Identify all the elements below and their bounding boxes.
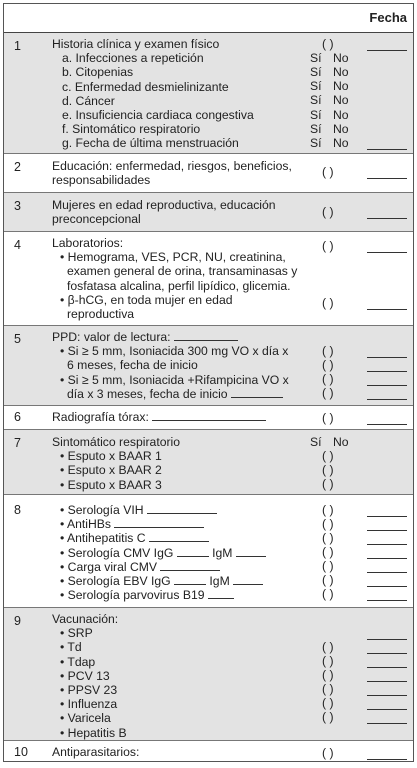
- date-blank[interactable]: [367, 309, 407, 310]
- checkbox-parens[interactable]: ( ): [322, 344, 334, 358]
- checkbox-parens[interactable]: ( ): [322, 668, 334, 682]
- list-item: a. Infecciones a repetición: [62, 51, 204, 66]
- row-number: 9: [14, 614, 21, 628]
- date-blank[interactable]: [367, 50, 407, 51]
- date-blank[interactable]: [367, 709, 407, 710]
- date-blank[interactable]: [367, 572, 407, 573]
- fecha-column-header: Fecha: [369, 10, 407, 25]
- row-number: 1: [14, 39, 21, 53]
- row-text: Radiografía tórax:: [52, 410, 149, 424]
- row-7: [4, 430, 413, 495]
- si-option[interactable]: Sí: [310, 435, 322, 449]
- ppd-label: PPD: valor de lectura:: [52, 330, 171, 344]
- checkbox-parens[interactable]: ( ): [322, 205, 334, 219]
- checkbox-parens[interactable]: ( ): [322, 682, 334, 696]
- list-item: • Hemograma, VES, PCR, NU, creatinina,: [60, 250, 286, 265]
- date-blank[interactable]: [367, 516, 407, 517]
- row-text: 6 meses, fecha de inicio: [67, 358, 198, 373]
- checkbox-parens[interactable]: ( ): [322, 449, 334, 463]
- checkbox-parens[interactable]: ( ): [322, 386, 334, 400]
- list-item: • Serología EBV IgG: [60, 573, 171, 588]
- no-option[interactable]: No: [333, 136, 349, 150]
- list-item: • Si ≥ 5 mm, Isoniacida +Rifampicina VO x: [60, 372, 289, 387]
- si-option[interactable]: Sí: [310, 51, 322, 65]
- list-item: • PPSV 23: [60, 682, 118, 697]
- list-item: e. Insuficiencia cardiaca congestiva: [62, 107, 254, 122]
- row-title: Historia clínica y examen físico: [52, 37, 220, 51]
- list-item: • Serología CMV IgG: [60, 545, 174, 560]
- date-blank[interactable]: [367, 149, 407, 150]
- row-9: [4, 608, 413, 741]
- date-blank[interactable]: [367, 586, 407, 587]
- checkbox-parens[interactable]: ( ): [322, 411, 334, 425]
- checkbox-parens[interactable]: ( ): [322, 559, 334, 573]
- si-option[interactable]: Sí: [310, 136, 322, 150]
- checkbox-parens[interactable]: ( ): [322, 531, 334, 545]
- no-option[interactable]: No: [333, 79, 349, 93]
- date-blank[interactable]: [367, 681, 407, 682]
- list-item: • SRP: [60, 626, 93, 641]
- row-3: [4, 193, 413, 232]
- row-title: Vacunación:: [52, 612, 119, 626]
- no-option[interactable]: No: [333, 65, 349, 79]
- row-text: fosfatasa alcalina, perfil lipídico, glicemia.: [67, 278, 291, 293]
- date-blank[interactable]: [367, 639, 407, 640]
- date-blank[interactable]: [367, 544, 407, 545]
- list-item: • Si ≥ 5 mm, Isoniacida 300 mg VO x día x: [60, 344, 289, 359]
- no-option[interactable]: No: [333, 93, 349, 107]
- row-number: 6: [14, 410, 21, 424]
- list-item: • Serología parvovirus B19: [60, 588, 205, 603]
- row-text: examen general de orina, transaminasas y: [67, 264, 298, 279]
- row-8: [4, 495, 413, 608]
- date-blank[interactable]: [367, 357, 407, 358]
- igm-blank[interactable]: [233, 574, 263, 585]
- checkbox-parens[interactable]: ( ): [322, 746, 334, 760]
- list-item: • Esputo x BAAR 1: [60, 449, 162, 464]
- checklist-table: [3, 3, 414, 762]
- list-item: • Varicela: [60, 711, 111, 726]
- row-text: responsabilidades: [52, 173, 151, 188]
- date-blank[interactable]: [367, 252, 407, 253]
- checkbox-parens[interactable]: ( ): [322, 165, 334, 179]
- checkbox-parens[interactable]: ( ): [322, 37, 334, 51]
- si-option[interactable]: Sí: [310, 79, 322, 93]
- igm-label: IgM: [212, 545, 233, 560]
- list-item: • Antihepatitis C: [60, 531, 146, 546]
- date-blank[interactable]: [367, 653, 407, 654]
- checkbox-parens[interactable]: ( ): [322, 463, 334, 477]
- si-option[interactable]: Sí: [310, 122, 322, 136]
- row-number: 7: [14, 436, 21, 450]
- row-title: Sintomático respiratorio: [52, 435, 181, 449]
- igm-blank[interactable]: [236, 546, 266, 557]
- checkbox-parens[interactable]: ( ): [322, 587, 334, 601]
- checkbox-parens[interactable]: ( ): [322, 517, 334, 531]
- list-item: • Esputo x BAAR 2: [60, 463, 162, 478]
- date-blank[interactable]: [367, 371, 407, 372]
- checkbox-parens[interactable]: ( ): [322, 573, 334, 587]
- list-item: • Td: [60, 640, 82, 655]
- list-item: • Hepatitis B: [60, 725, 127, 740]
- value-blank[interactable]: [149, 531, 209, 542]
- checkbox-parens[interactable]: ( ): [322, 372, 334, 386]
- igg-blank[interactable]: [174, 574, 206, 585]
- row-text: día x 3 meses, fecha de inicio: [67, 386, 228, 401]
- si-option[interactable]: Sí: [310, 65, 322, 79]
- row-number: 2: [14, 160, 21, 174]
- no-option[interactable]: No: [333, 51, 349, 65]
- row-text: Antiparasitarios:: [52, 745, 140, 759]
- row-6: [4, 406, 413, 430]
- row-text: Educación: enfermedad, riesgos, beneficios,: [52, 159, 292, 173]
- list-item: b. Citopenias: [62, 65, 134, 80]
- row-2: [4, 154, 413, 193]
- checkbox-parens[interactable]: ( ): [322, 640, 334, 654]
- no-option[interactable]: No: [333, 435, 349, 449]
- row-text: Mujeres en edad reproductiva, educación: [52, 198, 276, 212]
- row-text: Laboratorios:: [52, 236, 124, 250]
- date-blank[interactable]: [367, 667, 407, 668]
- value-blank[interactable]: [208, 588, 234, 599]
- date-blank[interactable]: [367, 759, 407, 760]
- row-number: 5: [14, 332, 21, 346]
- row-number: 10: [14, 745, 28, 759]
- si-option[interactable]: Sí: [310, 93, 322, 107]
- checkbox-parens[interactable]: ( ): [322, 358, 334, 372]
- list-item: • PCV 13: [60, 668, 110, 683]
- date-blank[interactable]: [367, 178, 407, 179]
- date-blank[interactable]: [367, 558, 407, 559]
- row-10: [4, 741, 413, 765]
- list-item: • Serología VIH: [60, 503, 144, 517]
- radiografia-blank[interactable]: [152, 410, 266, 421]
- date-blank[interactable]: [367, 385, 407, 386]
- list-item: • AntiHBs: [60, 517, 112, 532]
- date-blank[interactable]: [367, 600, 407, 601]
- list-item: • Tdap: [60, 654, 96, 669]
- igm-label: IgM: [209, 573, 230, 588]
- no-option[interactable]: No: [333, 122, 349, 136]
- row-1: [4, 33, 413, 154]
- si-option[interactable]: Sí: [310, 108, 322, 122]
- checkbox-parens[interactable]: ( ): [322, 477, 334, 491]
- no-option[interactable]: No: [333, 108, 349, 122]
- value-blank[interactable]: [160, 560, 220, 571]
- date-blank[interactable]: [367, 530, 407, 531]
- list-item: • Influenza: [60, 697, 118, 712]
- checkbox-parens[interactable]: ( ): [322, 239, 334, 253]
- checkbox-parens[interactable]: ( ): [322, 296, 334, 310]
- row-number: 8: [14, 503, 21, 517]
- row-number: 3: [14, 199, 21, 213]
- list-item: • β-hCG, en toda mujer en edad: [60, 292, 233, 307]
- row-text: reproductiva: [67, 306, 135, 321]
- date-blank[interactable]: [367, 723, 407, 724]
- row-number: 4: [14, 238, 21, 252]
- list-item: f. Sintomático respiratorio: [62, 122, 201, 137]
- list-item: g. Fecha de última menstruación: [62, 136, 239, 151]
- value-blank[interactable]: [114, 517, 204, 528]
- date-blank[interactable]: [367, 399, 407, 400]
- row-5: [4, 326, 413, 406]
- checkbox-parens[interactable]: ( ): [322, 545, 334, 559]
- list-item: • Esputo x BAAR 3: [60, 477, 162, 492]
- date-start-blank[interactable]: [231, 387, 283, 398]
- value-blank[interactable]: [147, 503, 217, 514]
- date-blank[interactable]: [367, 424, 407, 425]
- igg-blank[interactable]: [177, 546, 209, 557]
- row-text: preconcepcional: [52, 212, 141, 227]
- list-item: • Carga viral CMV: [60, 559, 158, 574]
- row-4: [4, 232, 413, 326]
- list-item: c. Enfermedad desmielinizante: [62, 79, 229, 94]
- checkbox-parens[interactable]: ( ): [322, 503, 334, 517]
- ppd-value-blank[interactable]: [174, 330, 238, 341]
- checkbox-parens[interactable]: ( ): [322, 710, 334, 724]
- checkbox-parens[interactable]: ( ): [322, 654, 334, 668]
- table-header: [4, 4, 413, 33]
- list-item: d. Cáncer: [62, 93, 115, 108]
- date-blank[interactable]: [367, 218, 407, 219]
- date-blank[interactable]: [367, 695, 407, 696]
- checkbox-parens[interactable]: ( ): [322, 696, 334, 710]
